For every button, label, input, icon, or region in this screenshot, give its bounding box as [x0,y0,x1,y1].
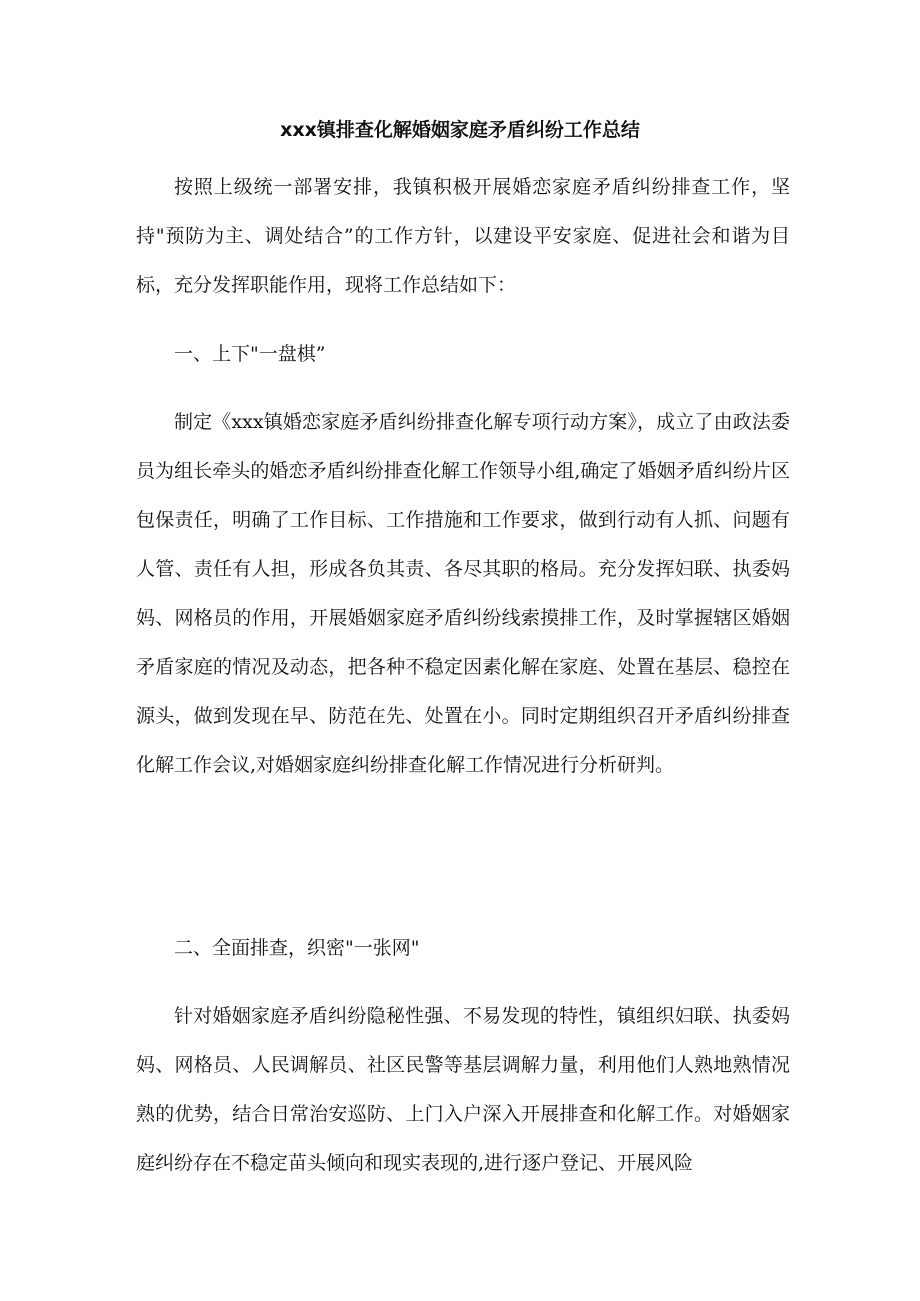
section-body-1: 制定《xxx镇婚恋家庭矛盾纠纷排查化解专项行动方案》，成立了由政法委员为组长牵头的婚恋矛盾纠纷排查化解工作领导小组,确定了婚姻矛盾纠纷片区包保责任，明确了工作目标、工作措施和工作要求，做到行动有人抓、问题有人管、责任有人担，形成各负其责、各尽其职的格局。充分发挥妇联、执委妈妈、网格员的作用，开展婚姻家庭矛盾纠纷线索摸排工作，及时掌握辖区婚姻矛盾家庭的情况及动态，把各种不稳定因素化解在家庭、处置在基层、稳控在源头，做到发现在早、防范在先、处置在小。同时定期组织召开矛盾纠纷排查化解工作会议,对婚姻家庭纠纷排查化解工作情况进行分析研判。 [136,411,790,776]
section-heading-1: 一、上下"一盘棋” [174,343,326,365]
section-heading-2: 二、全面排查，织密"一张网" [174,937,420,959]
intro-paragraph: 按照上级统一部署安排，我镇积极开展婚恋家庭矛盾纠纷排查工作，坚持"预防为主、调处结合”的工作方针，以建设平安家庭、促进社会和谐为目标，充分发挥职能作用，现将工作总结如下： [136,176,790,296]
section-body-2: 针对婚姻家庭矛盾纠纷隐秘性强、不易发现的特性，镇组织妇联、执委妈妈、网格员、人民调解员、社区民警等基层调解力量，利用他们人熟地熟情况熟的优势，结合日常治安巡防、上门入户深入开展排查和化解工作。对婚姻家庭纠纷存在不稳定苗头倾向和现实表现的,进行逐户登记、开展风险 [136,1005,790,1174]
document-title: xxx镇排查化解婚姻家庭矛盾纠纷工作总结 [280,119,640,141]
